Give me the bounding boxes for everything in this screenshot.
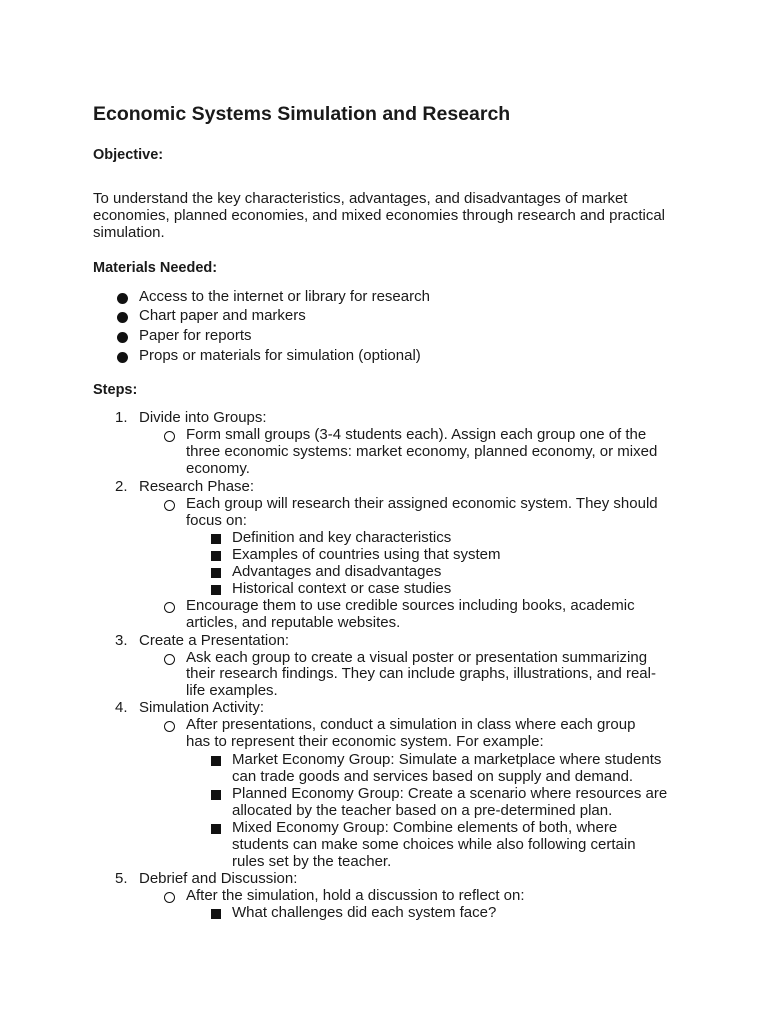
materials-heading: Materials Needed: <box>93 260 218 276</box>
list-item: What challenges did each system face? <box>232 904 497 921</box>
bullet-square-icon <box>211 824 221 834</box>
list-item: Paper for reports <box>139 327 252 344</box>
list-item: allocated by the teacher based on a pre-determined plan. <box>232 802 613 819</box>
list-item: students can make some choices while also following certain <box>232 836 636 853</box>
step-text-line: Encourage them to use credible sources including books, academic <box>186 597 635 614</box>
objective-heading: Objective: <box>93 147 164 163</box>
bullet-disc-icon <box>117 312 128 323</box>
bullet-square-icon <box>211 551 221 561</box>
steps-heading: Steps: <box>93 382 138 398</box>
bullet-disc-icon <box>117 352 128 363</box>
step-text-line: After presentations, conduct a simulation in class where each group <box>186 716 636 733</box>
step-text-line: focus on: <box>186 512 247 529</box>
step-text-line: articles, and reputable websites. <box>186 614 401 631</box>
list-item: Mixed Economy Group: Combine elements of both, where <box>232 819 618 836</box>
page-title: Economic Systems Simulation and Research <box>93 103 511 125</box>
step-text-line: Each group will research their assigned economic system. They should <box>186 495 658 512</box>
objective-text: To understand the key characteristics, advantages, and disadvantages of market economies, planned economies, and mixed economies through research and practical simulation. <box>93 190 665 241</box>
step-title: Create a Presentation: <box>139 632 290 649</box>
list-item: can trade goods and services based on supply and demand. <box>232 768 634 785</box>
bullet-circle-icon <box>164 500 175 511</box>
step-title: Simulation Activity: <box>139 699 265 716</box>
step-number: 1. <box>115 409 128 426</box>
step-number: 5. <box>115 870 128 887</box>
bullet-disc-icon <box>117 293 128 304</box>
bullet-circle-icon <box>164 431 175 442</box>
step-text-line: their research findings. They can include graphs, illustrations, and real- <box>186 665 656 682</box>
list-item: Historical context or case studies <box>232 580 452 597</box>
bullet-square-icon <box>211 909 221 919</box>
list-item: Examples of countries using that system <box>232 546 501 563</box>
bullet-square-icon <box>211 568 221 578</box>
step-number: 2. <box>115 478 128 495</box>
list-item: Market Economy Group: Simulate a marketplace where students <box>232 751 662 768</box>
step-title: Debrief and Discussion: <box>139 870 298 887</box>
bullet-circle-icon <box>164 602 175 613</box>
bullet-square-icon <box>211 534 221 544</box>
bullet-disc-icon <box>117 332 128 343</box>
bullet-square-icon <box>211 756 221 766</box>
step-text-line: three economic systems: market economy, planned economy, or mixed <box>186 443 658 460</box>
list-item: Props or materials for simulation (optional) <box>139 347 421 364</box>
bullet-circle-icon <box>164 721 175 732</box>
step-number: 3. <box>115 632 128 649</box>
list-item: rules set by the teacher. <box>232 853 392 870</box>
step-text-line: has to represent their economic system. For example: <box>186 733 544 750</box>
list-item: Definition and key characteristics <box>232 529 452 546</box>
bullet-square-icon <box>211 585 221 595</box>
bullet-circle-icon <box>164 892 175 903</box>
step-text-line: After the simulation, hold a discussion to reflect on: <box>186 887 525 904</box>
step-number: 4. <box>115 699 128 716</box>
step-title: Research Phase: <box>139 478 255 495</box>
list-item: Chart paper and markers <box>139 307 306 324</box>
list-item: Advantages and disadvantages <box>232 563 442 580</box>
list-item: Access to the internet or library for research <box>139 288 430 305</box>
step-text-line: life examples. <box>186 682 278 699</box>
step-text-line: Ask each group to create a visual poster or presentation summarizing <box>186 649 648 666</box>
list-item: Planned Economy Group: Create a scenario where resources are <box>232 785 668 802</box>
step-text-line: Form small groups (3-4 students each). Assign each group one of the <box>186 426 647 443</box>
step-text-line: economy. <box>186 460 250 477</box>
bullet-circle-icon <box>164 654 175 665</box>
step-title: Divide into Groups: <box>139 409 267 426</box>
bullet-square-icon <box>211 790 221 800</box>
